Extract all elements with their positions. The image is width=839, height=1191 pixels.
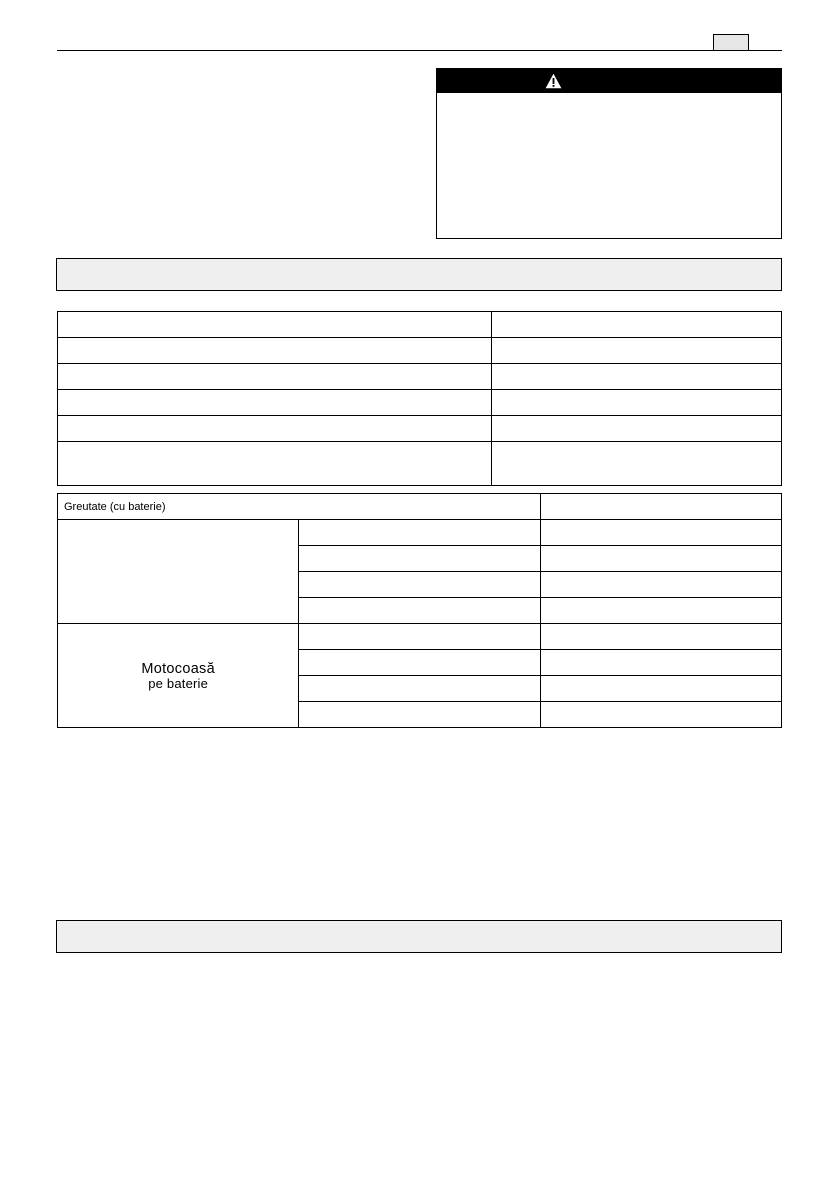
section-heading-bar [56, 258, 782, 291]
group-cell-brushcutter [58, 624, 299, 728]
table-row [58, 312, 782, 338]
group-subtitle: pe baterie [148, 675, 209, 691]
table-row [58, 390, 782, 416]
weight-label-cell: Greutate (cu baterie) [58, 494, 541, 520]
page-number-tab [713, 34, 749, 51]
warning-box [436, 68, 782, 239]
spec-table-general [57, 311, 782, 486]
table-row [58, 338, 782, 364]
spec-table-details [57, 493, 782, 728]
table-row [58, 442, 782, 486]
section-heading-bar [56, 920, 782, 953]
table-row [58, 494, 782, 520]
table-row [58, 520, 782, 546]
warning-triangle-icon [545, 73, 562, 89]
table-row [58, 364, 782, 390]
group-cell-empty [58, 520, 299, 624]
table-row [58, 416, 782, 442]
header-rule [57, 50, 782, 51]
warning-header-bar [437, 69, 781, 93]
group-title: Motocoasă [141, 660, 215, 677]
table-row [58, 624, 782, 650]
